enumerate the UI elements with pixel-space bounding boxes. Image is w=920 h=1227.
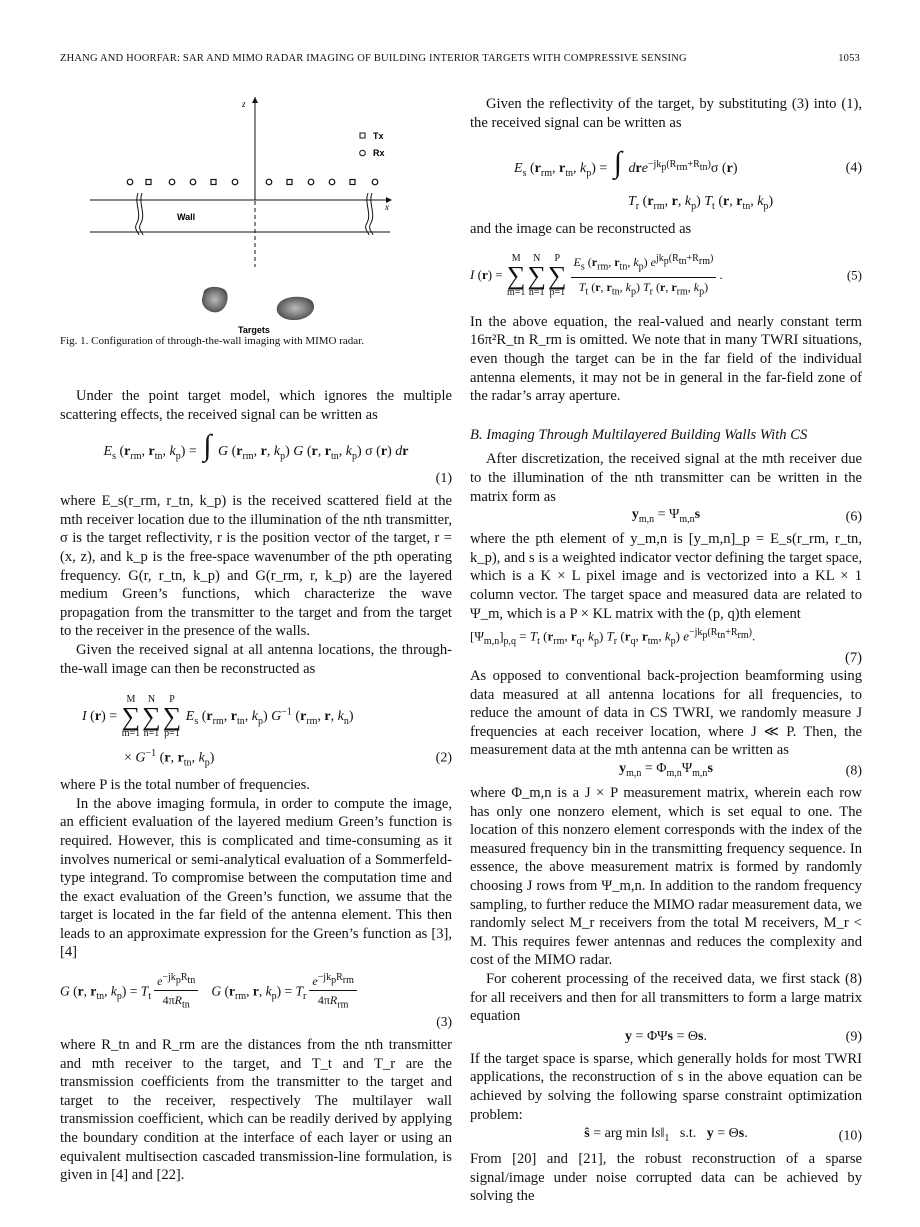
equation-number: (9) (845, 1029, 862, 1045)
legend-rx: Rx (373, 148, 385, 158)
equation-number: (10) (838, 1128, 862, 1144)
equation-number: (8) (845, 763, 862, 779)
targets-label: Targets (238, 325, 270, 335)
equation-number: (5) (846, 267, 862, 283)
paragraph: From [20] and [21], the robust reconstruction of a sparse signal/image under noise corrupted data can be achieved by solving the (470, 1151, 862, 1205)
mimo-configuration-diagram (60, 95, 452, 335)
paragraph: Given the received signal at all antenna locations, the through-the-wall image can then be reconstructed as (60, 641, 452, 677)
equation-number: (6) (845, 509, 862, 525)
paragraph: where R_tn and R_rm are the distances from the nth transmitter and mth receiver to the target, and T_t and T_r are the transmission coefficients from the transmitter to the target and target to the receiver, respectively The multilayer wall transmission coefficient, which can be readily derived by applying the boundary condition at the interface of each layer or using an equivalent multisection cascaded transmission-line formulation, is given in [4] and [22]. (60, 1037, 452, 1184)
target-shape-2 (277, 297, 314, 320)
paragraph: and the image can be reconstructed as (470, 221, 692, 238)
figure-caption: Fig. 1. Configuration of through-the-wall imaging with MIMO radar. (60, 335, 364, 347)
equation-6: $y_{m,n} = \Psi_{m,n}s$ (6) (470, 508, 862, 528)
antenna-array (127, 179, 378, 185)
equation-4-cont: $T_r$ ($r_{rm}$, r, $k_p$) $T_t$ (r, $r_{tn}$, $k_p$) (628, 193, 774, 212)
equation-2: I (r) = M ∑ m=1 N ∑ n=1 P ∑ p=1 $E_s$ ($r_{rm}$, $r_{tn}$, $k_p$) $G^{-1}$ ($r_{rm}$, r, $k_n$) (82, 694, 354, 740)
paragraph: where the pth element of y_m,n is [y_m,n]_p = E_s(r_rm, r_tn, k_p), and s is a weighted indicator vector defining the target space, which is a K × L pixel image and is vectorized into a KL × 1 column vector. The target space and measured data are related to Ψ_m, which is a P × KL matrix with the (p, q)th element (470, 531, 862, 622)
equation-5: I (r) = M ∑ m=1 N ∑ n=1 P ∑ p=1 $\frac{E_s (r_{rm}, r_{tn}, k_p) e^{jk_p(R_{tn}+R_{rm})}}{T_t (r, r_{tn}, k_p) T_r (r, r_{rm}, k_p)}$ . (5) (470, 247, 862, 305)
paragraph: In the above imaging formula, in order to compute the image, an efficient evaluation of the layered medium Green’s function is required. However, this is complicated and time-consuming as it involves numerical or semi-analytical evaluation of a Sommerfeld-type integrand. To compromise between the computation time and the exact evaluation of the Green’s function, we assume that the target is located in the far field of the antenna element. This then leads to an approximate expression for the Green’s function as [3], [4] (60, 795, 452, 961)
paragraph: As opposed to conventional back-projection beamforming using data measured at all antenna locations for all frequencies, to reduce the amount of data in CS TWRI, we randomly measure J frequencies at each receiver location, where J ≪ P. Then, the measurement data at the mth antenna can be written as (470, 668, 862, 759)
equation-7: $[\Psi_{m,n}]_{p,q} = T_t$ ($r_{rm}$, $r_q$, $k_p$) $T_r$ ($r_q$, $r_{tm}$, $k_p$) $e^{-jk_p(R_{tn}+R_{rm})}$. (470, 627, 756, 648)
right-column (470, 95, 862, 1206)
section-heading: B. Imaging Through Multilayered Building Walls With CS (470, 426, 808, 443)
paragraph: Given the reflectivity of the target, by substituting (3) into (1), the received signal can be written as (470, 96, 862, 131)
equation-8: $y_{m,n} = \Phi_{m,n}\Psi_{m,n}s$ (8) (470, 762, 862, 782)
equation-1: $E_s$ ($r_{rm}$, $r_{tn}$, $k_p$) = ∫ G ($r_{rm}$, r, $k_p$) G (r, $r_{tn}$, $k_p$) σ (r) dr (1) (60, 432, 452, 472)
legend-tx: Tx (373, 131, 384, 141)
equation-number: (3) (436, 1014, 452, 1030)
paragraph: where Φ_m,n is a J × P measurement matrix, wherein each row has only one nonzero element, which is set equal to one. The location of this nonzero element corresponds with the index of the measured frequency bin in the transmitting frequency sequence. In essence, the above measurement matrix is formed by randomly choosing J rows from Ψ_m,n. In addition to the random frequency sampling, to further reduce the MIMO radar measurement data, we randomly select M_r receivers from the total M receivers, M_r < M. This requires fewer antennas and reduces the complexity and cost of the MIMO radar. (470, 785, 862, 969)
paragraph: where P is the total number of frequencies. (60, 777, 310, 794)
paragraph: Under the point target model, which ignores the multiple scattering effects, the received signal can be written as (60, 388, 452, 423)
paragraph: In the above equation, the real-valued and nearly constant term 16π²R_tn R_rm is omitted. We note that in many TWRI situations, even though the target can be in the far field of the individual antenna elements, it may not be in general in the far-field zone of the radar’s array aperture. (470, 313, 862, 405)
equation-number: (7) (844, 650, 862, 667)
paragraph: where E_s(r_rm, r_tn, k_p) is the received scattered field at the mth receiver location due to the illumination of the nth transmitter, σ is the target reflectivity, r is the position vector of the target, r = (x, z), and k_p is the free-space wavenumber of the pth operating frequency. G(r, r_tn, k_p) and G(r_rm, r, k_p) are the layered medium Green’s functions, which characterize the wave propagation from the transmitter to the target and from the target to the receiver in the presence of the walls. (60, 493, 452, 640)
z-axis-label: z (242, 99, 246, 109)
equation-9: y = ΦΨs = Θs. (9) (470, 1028, 862, 1048)
paragraph: If the target space is sparse, which generally holds for most TWRI applications, the reconstruction of s in the above equation can be achieved by solving the following sparse constraint optimization problem: (470, 1050, 862, 1123)
header-title: ZHANG AND HOORFAR: SAR AND MIMO RADAR IMAGING OF BUILDING INTERIOR TARGETS WITH COMPRESSIVE SENSING (60, 53, 687, 64)
figure-1 (60, 95, 452, 345)
equation-4: $E_s$ ($r_{rm}$, $r_{tn}$, $k_p$) = ∫ dre$^{-jk_p(R_{rm}+R_{tn})}$σ (r) (4) (514, 146, 862, 180)
running-header (60, 53, 860, 64)
paragraph: For coherent processing of the received data, we first stack (8) for all receivers and then for all transmitters to form a large matrix equation (470, 971, 862, 1025)
equation-number: (4) (845, 160, 862, 176)
wall-label: Wall (177, 212, 196, 222)
equation-3: G (r, $r_{tn}$, $k_p) = T_t$ $\frac{e^{-jk_pR_{tn}}}{4\pi R_{tn}}$ G ($r_{rm}$, r, $k_p) = T_r$ $\frac{e^{-jk_pR_{rm}}}{4\pi R_{rm}}$ (3) (60, 970, 452, 1014)
paragraph: After discretization, the received signal at the mth receiver due to the illumination of the nth transmitter can be written in the matrix form as (470, 451, 862, 505)
page-number: 1053 (838, 53, 860, 64)
equation-number: (1) (435, 470, 452, 486)
target-shape-1 (202, 287, 228, 312)
x-axis-label: x (385, 202, 389, 212)
equation-10: ŝ = arg $\min ‖s‖_1$ s.t. y = Θs. (10) (470, 1126, 862, 1148)
equation-number: (2) (435, 750, 452, 766)
left-column (60, 95, 452, 1185)
equation-2-cont: × $G^{-1}$ (r, $r_{tn}$, $k_p$) (2) (124, 748, 452, 769)
